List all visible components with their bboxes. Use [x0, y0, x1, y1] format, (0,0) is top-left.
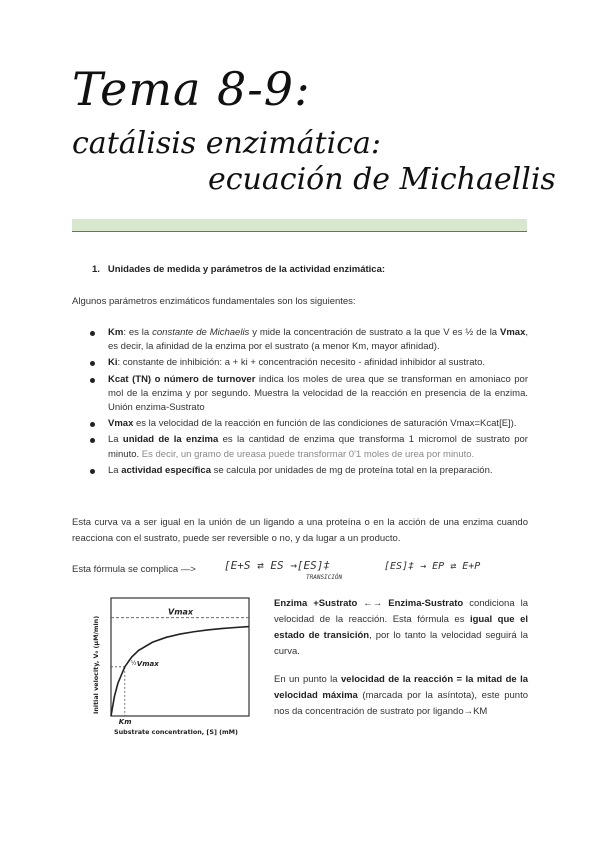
list-item-km: Km: es la constante de Michaelis y mide la concentración de sustrato a la que V es ½ de la Vmax, es decir, la afinidad de la enzima por el sustrato (a menor Km, mayor afinidad).: [84, 326, 528, 354]
half-velocity-paragraph: En un punto la velocidad de la reacción = la mitad de la velocidad máxima (marcada por la asíntota), este punto nos da concentración de sustrato por ligando→KM: [274, 674, 528, 717]
section-heading: 1. Unidades de medida y parámetros de la actividad enzimática:: [92, 264, 386, 275]
list-item-unidad: La unidad de la enzima es la cantidad de enzima que transforma 1 micromol de sustrato por minuto. Es decir, un gramo de ureasa puede transformar 0'1 moles de urea por minuto.: [84, 433, 528, 461]
handwritten-formula-1-note: TRANSICIÓN: [306, 574, 343, 581]
handwritten-formula-2: [ES]‡ → EP ⇄ E+P: [384, 561, 481, 572]
y-axis-label: Initial velocity, V₀ (µM/min): [92, 615, 100, 714]
handwritten-formula-1: [E+S ⇄ ES →[ES]‡: [224, 559, 330, 572]
half-vmax-fraction: ½: [130, 659, 137, 667]
intro-text: Algunos parámetros enzimáticos fundamentales son los siguientes:: [72, 296, 356, 307]
title-divider: [72, 219, 527, 232]
x-axis-label: Substrate concentration, [S] (mM): [114, 728, 238, 736]
vmax-label: Vmax: [168, 607, 194, 617]
list-item-ki: Ki: constante de inhibición: a + ki + concentración necesito - afinidad inhibidor al sustrato.: [84, 356, 528, 370]
list-item-kcat: Kcat (TN) o número de turnover indica los moles de urea que se transforman en amoniaco por mol de la enzima y por segundo. Muestra la velocidad de la reacción en presencia de la enzima. Unión enzima-Sustrato: [84, 373, 528, 416]
page-title-line3: ecuación de Michaellis: [208, 162, 556, 197]
list-item-especifica: La actividad específica se calcula por unidades de mg de proteína total en la preparación.: [84, 464, 528, 478]
curve-paragraph: Esta curva va a ser igual en la unión de un ligando a una proteína o en la acción de una enzima cuando reacciona con el sustrato, puede ser reversible o no, y da lugar a un producto.: [72, 517, 528, 544]
half-vmax-label: Vmax: [136, 659, 159, 668]
list-item-vmax: Vmax es la velocidad de la reacción en función de las condiciones de saturación Vmax=Kcat[E]).: [84, 417, 528, 431]
page-title-line2: catálisis enzimática:: [72, 126, 381, 161]
km-label: Km: [118, 718, 132, 726]
page-title-line1: Tema 8-9:: [72, 62, 311, 116]
formula-label: Esta fórmula se complica —>: [72, 564, 196, 575]
michaelis-menten-chart: [84, 592, 254, 742]
parameter-list: [84, 326, 528, 480]
enzyme-substrate-paragraph: Enzima +Sustrato ←→ Enzima-Sustrato condiciona la velocidad de la reacción. Esta fórmula es igual que el estado de transición, por lo tanto la velocidad seguirá la curva.: [274, 598, 528, 657]
